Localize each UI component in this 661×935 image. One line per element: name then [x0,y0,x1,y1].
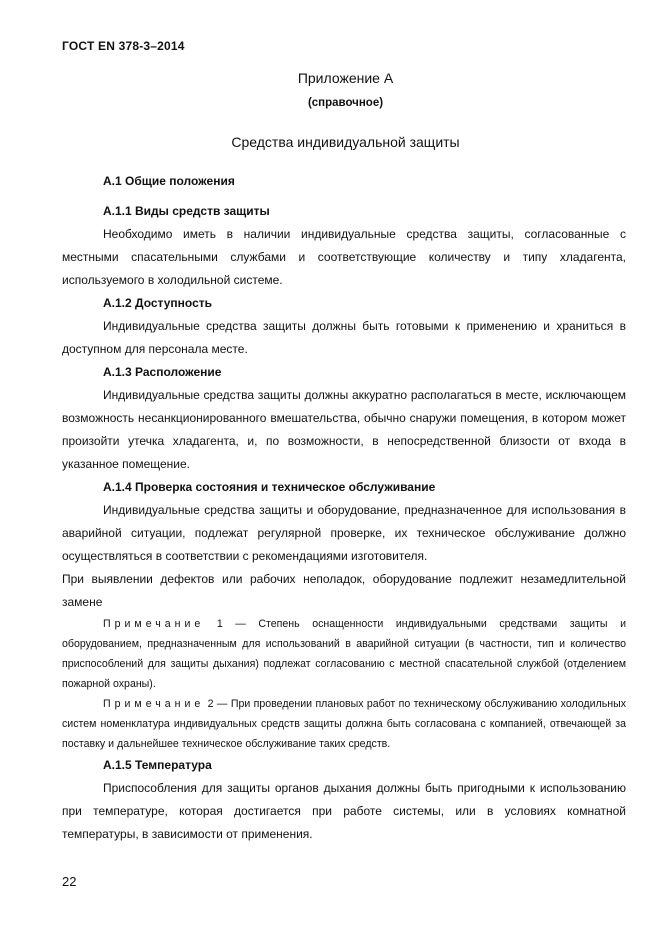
appendix-heading: Средства индивидуальной защиты [231,134,460,150]
paragraph-a11: Необходимо иметь в наличии индивидуальные средства защиты, согласованные с местными спасательными службами и соответствующие количеству и типу хладагента, используемого в холодильной системе. [62,227,626,287]
note-label: Примечание [103,698,205,710]
paragraph-a15: Приспособления для защиты органов дыхания должны быть пригодными к использованию при температуре, которая достигается при работе системы, или в условиях комнатной температуры, в зависимости от применения. [62,781,626,841]
section-heading-a13: А.1.3 Расположение [103,365,222,379]
section-heading-a1: А.1 Общие положения [103,174,235,188]
section-heading-a11: А.1.1 Виды средств защиты [103,204,270,218]
section-heading-a15: А.1.5 Температура [103,758,212,772]
appendix-subtitle: (справочное) [307,97,384,109]
document-body [62,170,626,846]
standard-header: ГОСТ EN 378-3–2014 [62,39,185,53]
appendix-title: Приложение А [297,70,394,86]
section-heading-a14: А.1.4 Проверка состояния и техническое обслуживание [103,480,436,494]
paragraph-a14-1: Индивидуальные средства защиты и оборудование, предназначенное для использования в аварийной ситуации, подлежат регулярной проверке, их техническое обслуживание должно осуществляться в соответствии с рекомендациями изготовителя. [62,503,626,563]
note-2 [62,694,626,754]
note-label: Примечание [103,618,205,630]
note-1 [62,614,626,694]
section-heading-a12: А.1.2 Доступность [103,296,213,310]
page-number: 22 [62,874,77,889]
paragraph-a13: Индивидуальные средства защиты должны аккуратно располагаться в месте, исключающем возможность несанкционированного вмешательства, обычно снаружи помещения, в котором может произойти утечка хладагента, и, по возможности, в непосредственной близости от входа в указанное помещение. [62,388,626,471]
note-2-text: 2 — При проведении плановых работ по техническому обслуживанию холодильных систем номенклатура индивидуальных средств защиты должна быть согласована с компанией, отвечающей за поставку и дальнейшее техническое обслуживание таких средств. [62,698,626,750]
paragraph-a12: Индивидуальные средства защиты должны быть готовыми к применению и храниться в доступном для персонала месте. [62,319,626,356]
paragraph-a14-2: При выявлении дефектов или рабочих неполадок, оборудование подлежит незамедлительной замене [62,572,626,609]
note-1-text: 1 — Степень оснащенности индивидуальными средствами защиты и оборудованием, предназначенным для использований в аварийной ситуации (в частности, тип и количество приспособлений для защиты дыхания) подлежат согласованию с местной спасательной службой (отделением пожарной охраны). [62,618,626,690]
